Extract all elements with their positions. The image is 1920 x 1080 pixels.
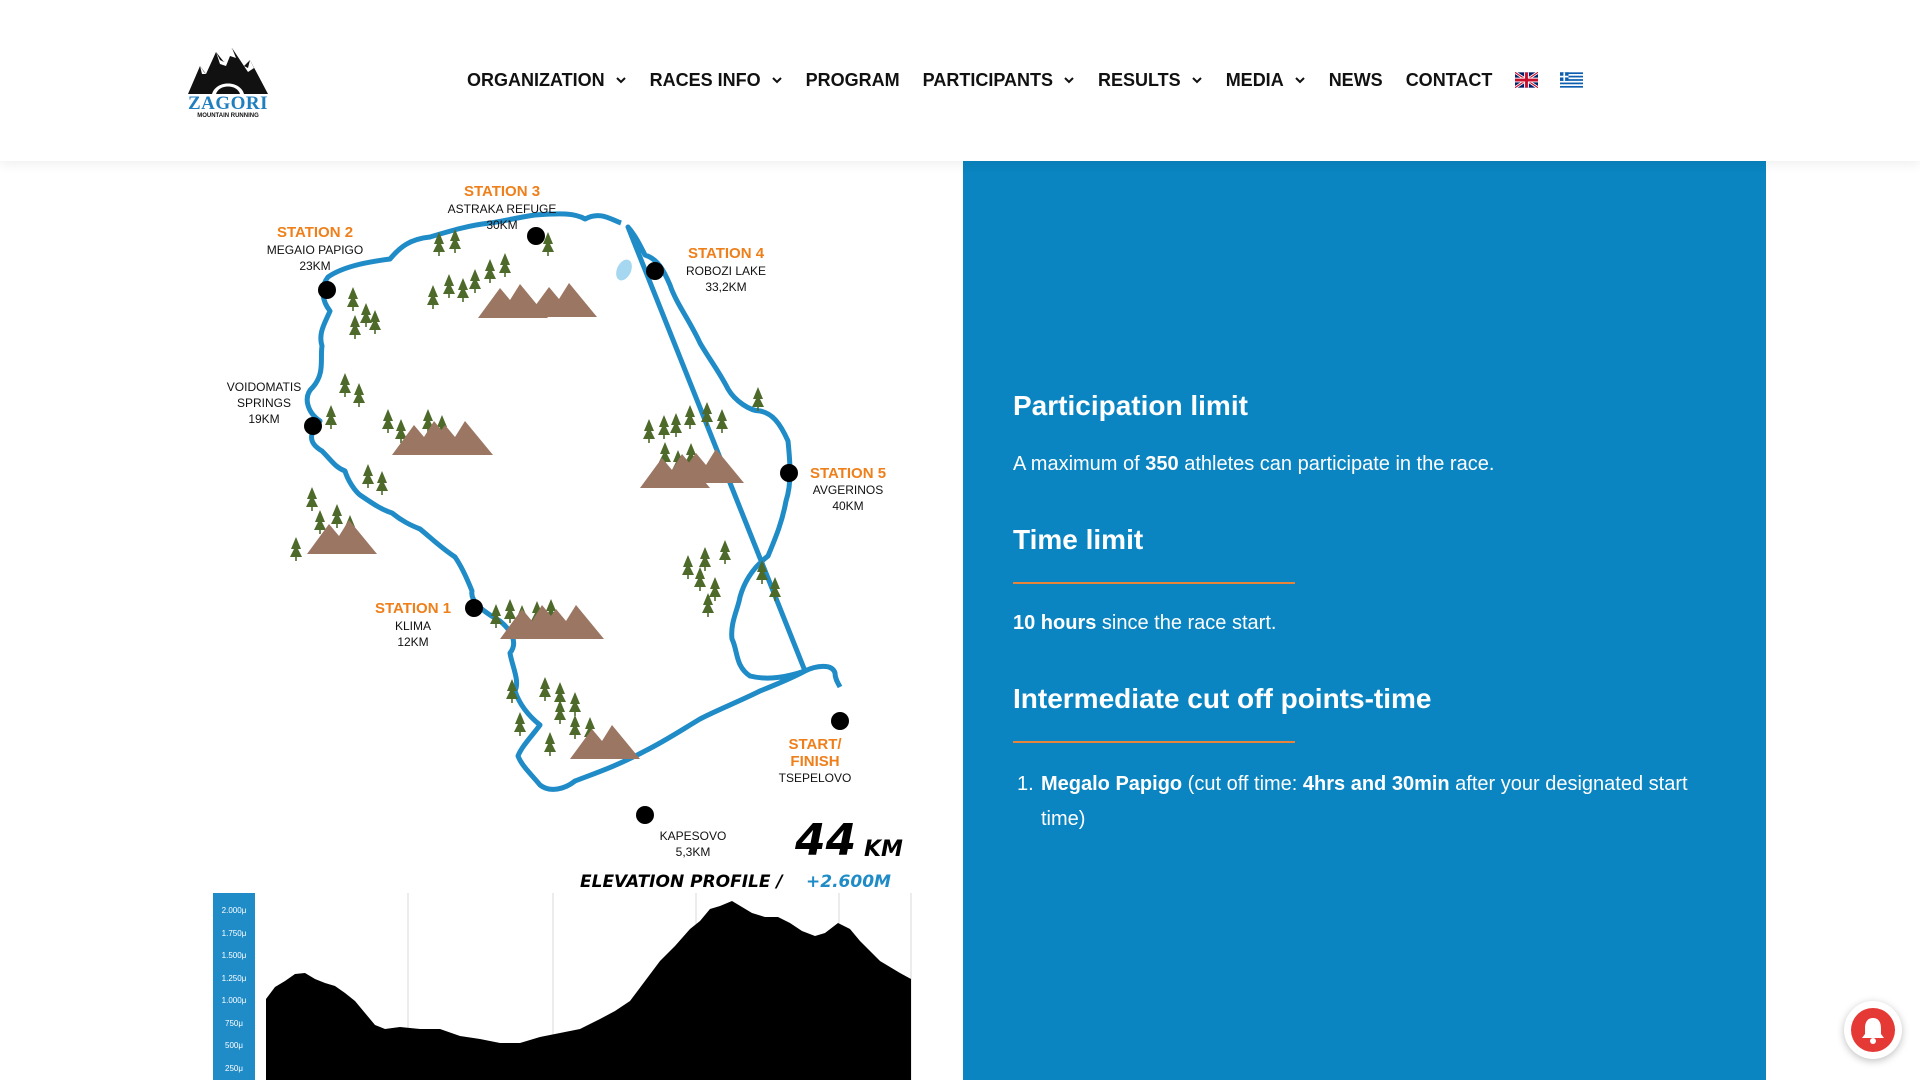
participation-text-post: athletes can participate in the race. xyxy=(1178,453,1495,475)
chevron-down-icon xyxy=(1063,74,1075,86)
station-dot-3 xyxy=(527,227,545,245)
nav-label: ORGANIZATION xyxy=(467,69,605,90)
station-dot-2 xyxy=(318,281,336,299)
cutoff-post: after your designated start time) xyxy=(1041,773,1688,830)
station-3-name: ASTRAKA REFUGE xyxy=(447,202,557,216)
kapesovo-km: 5,3KM xyxy=(675,845,711,859)
race-info-panel xyxy=(963,161,1766,1080)
start-title-2: FINISH xyxy=(790,753,840,770)
station-4-km: 33,2KM xyxy=(705,280,747,294)
elevation-label: ELEVATION PROFILE / xyxy=(580,872,783,892)
chevron-down-icon xyxy=(771,74,783,86)
station-4-title: STATION 4 xyxy=(687,245,765,262)
participation-number: 350 xyxy=(1145,453,1179,475)
station-3-title: STATION 3 xyxy=(463,183,541,200)
nav-label: MEDIA xyxy=(1225,69,1284,90)
nav-news[interactable] xyxy=(1329,70,1383,91)
nav-program[interactable] xyxy=(806,70,900,91)
time-limit-bold: 10 hours xyxy=(1013,612,1097,634)
list-number: 1. xyxy=(1017,773,1034,795)
station-5-title: STATION 5 xyxy=(809,465,887,482)
mountain-logo-icon xyxy=(186,44,270,96)
voidomatis-name-2: SPRINGS xyxy=(236,396,292,410)
nav-label: PARTICIPANTS xyxy=(922,69,1054,90)
time-limit-post: since the race start. xyxy=(1096,612,1277,634)
station-5-km: 40KM xyxy=(832,499,864,513)
chevron-down-icon xyxy=(1294,74,1306,86)
nav-label: CONTACT xyxy=(1405,69,1493,90)
logo-text: ZAGORI xyxy=(187,93,269,114)
nav-label: NEWS xyxy=(1328,69,1383,90)
station-4-name: ROBOZI LAKE xyxy=(685,264,767,278)
elevation-tick-250: 250μ xyxy=(225,1064,243,1073)
time-limit-divider xyxy=(1013,582,1295,584)
route-map-graphic xyxy=(0,161,960,1080)
station-dot-1 xyxy=(465,599,483,617)
station-dot-start xyxy=(831,712,849,730)
elevation-tick-2000: 2.000μ xyxy=(221,906,247,915)
greek-flag-icon[interactable] xyxy=(1560,72,1583,88)
station-2-name: MEGAIO PAPIGO xyxy=(266,243,364,257)
station-dot-5 xyxy=(780,464,798,482)
station-2-title: STATION 2 xyxy=(276,224,354,241)
station-5-name: AVGERINOS xyxy=(812,483,884,497)
time-limit-text xyxy=(1013,612,1276,635)
station-dot-4 xyxy=(646,262,664,280)
notification-bell-button[interactable] xyxy=(1844,1001,1902,1059)
zagori-logo[interactable] xyxy=(186,44,270,120)
nav-results[interactable] xyxy=(1098,70,1203,91)
nav-races-info[interactable] xyxy=(650,70,783,91)
bell-icon xyxy=(1849,1006,1897,1054)
elevation-tick-1000: 1.000μ xyxy=(221,996,247,1005)
route-map xyxy=(0,161,960,1080)
nav-label: RACES INFO xyxy=(649,69,761,90)
start-title-1: START/ xyxy=(788,736,842,753)
elevation-tick-1500: 1.500μ xyxy=(221,951,247,960)
cutoff-divider xyxy=(1013,741,1295,743)
time-limit-heading: Time limit xyxy=(1013,524,1144,555)
cutoff-list-item xyxy=(1017,767,1691,837)
elevation-profile-area xyxy=(266,901,911,1080)
race-distance: 44 xyxy=(795,815,857,866)
station-1-km: 12KM xyxy=(397,635,429,649)
station-1-name: KLIMA xyxy=(394,619,432,633)
elevation-gain: +2.600M xyxy=(806,872,891,892)
site-header xyxy=(0,0,1920,161)
participation-limit-heading: Participation limit xyxy=(1013,390,1248,421)
cutoff-heading: Intermediate cut off points-time xyxy=(1013,683,1432,714)
voidomatis-name-1: VOIDOMATIS xyxy=(226,380,302,394)
main-nav xyxy=(467,66,1605,94)
nav-media[interactable] xyxy=(1226,70,1306,91)
elevation-tick-1250: 1.250μ xyxy=(221,974,247,983)
cutoff-time: 4hrs and 30min xyxy=(1302,773,1450,795)
voidomatis-km: 19KM xyxy=(248,412,280,426)
nav-organization[interactable] xyxy=(467,70,627,91)
chevron-down-icon xyxy=(615,74,627,86)
cutoff-place: Megalo Papigo xyxy=(1041,773,1183,795)
chevron-down-icon xyxy=(1191,74,1203,86)
station-dot-kapesovo xyxy=(636,806,654,824)
logo-subtext: MOUNTAIN RUNNING xyxy=(197,113,259,119)
station-dot-voidomatis xyxy=(304,417,322,435)
participation-limit-text xyxy=(1013,453,1494,476)
nav-label: RESULTS xyxy=(1098,69,1181,90)
cutoff-pre: (cut off time: xyxy=(1182,773,1303,795)
nav-participants[interactable] xyxy=(923,70,1075,91)
race-distance-unit: KM xyxy=(864,837,903,862)
station-1-title: STATION 1 xyxy=(374,600,452,617)
elevation-tick-750: 750μ xyxy=(225,1019,243,1028)
elevation-tick-500: 500μ xyxy=(225,1041,243,1050)
station-3-km: 30KM xyxy=(486,218,518,232)
station-2-km: 23KM xyxy=(299,259,331,273)
nav-contact[interactable] xyxy=(1406,70,1493,91)
participation-text-pre: A maximum of xyxy=(1013,453,1146,475)
start-name: TSEPELOVO xyxy=(778,771,852,785)
kapesovo-name: KAPESOVO xyxy=(659,829,727,843)
uk-flag-icon[interactable] xyxy=(1515,72,1538,88)
nav-label: PROGRAM xyxy=(805,69,900,90)
elevation-tick-1750: 1.750μ xyxy=(221,929,247,938)
